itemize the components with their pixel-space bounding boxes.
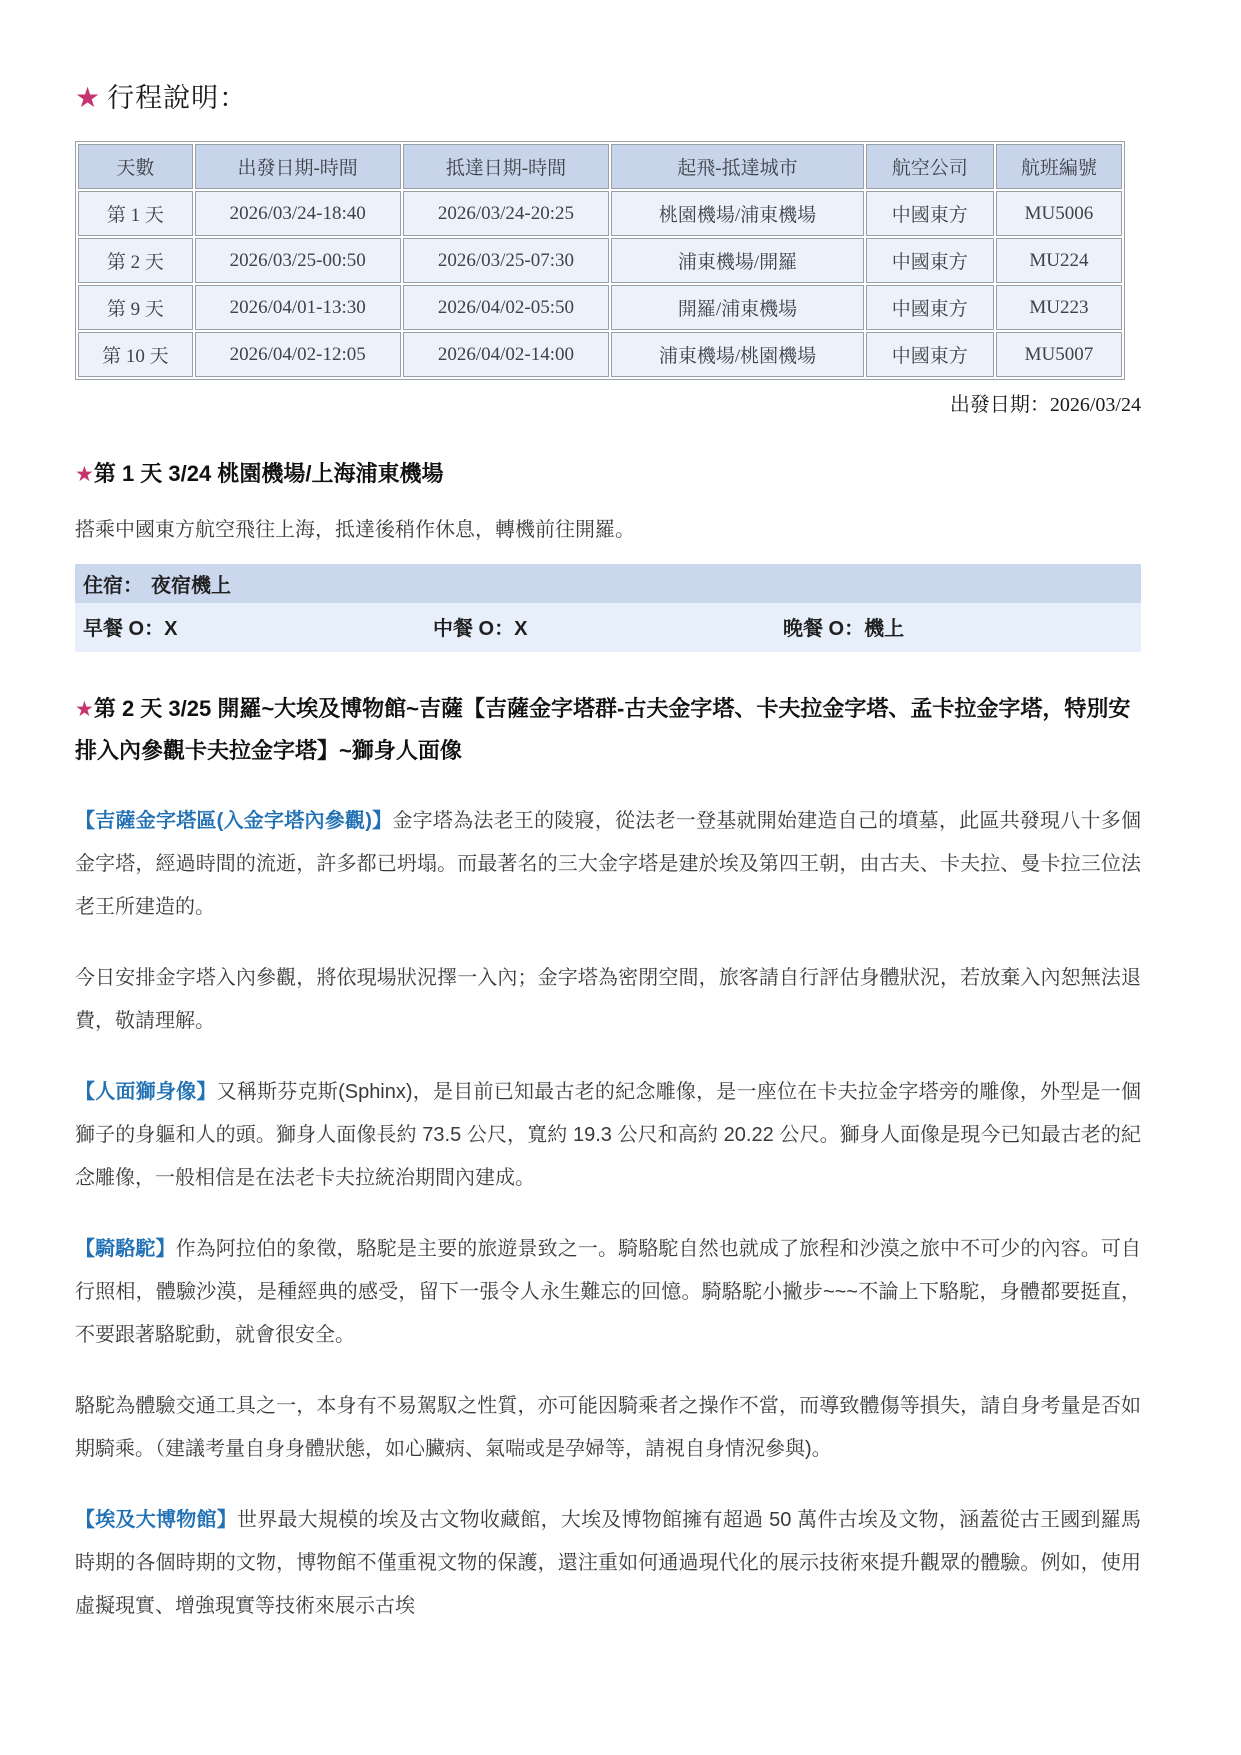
- page-title: [75, 76, 1141, 115]
- cell-cities: 浦東機場/桃園機場: [611, 332, 863, 377]
- flight-table-header-row: [78, 144, 1122, 189]
- star-icon: ★: [75, 82, 102, 113]
- day2-paragraph-camel-disclaimer: [75, 1385, 1141, 1471]
- day1-lodging-bar: [75, 564, 1141, 603]
- day2-section: [75, 688, 1141, 1628]
- paragraph-text: 今日安排金字塔入內參觀，將依現場狀況擇一入內；金字塔為密閉空間，旅客請自行評估身體狀況，若放棄入內恕無法退費，敬請理解。: [75, 966, 1141, 1032]
- paragraph-tag: 【埃及大博物館】: [75, 1508, 237, 1531]
- paragraph-text: 金字塔為法老王的陵寢，從法老一登基就開始建造自己的墳墓，此區共發現八十多個金字塔，經過時間的流逝，許多都已坍塌。而最著名的三大金字塔是建於埃及第四王朝，由古夫、卡夫拉、曼卡拉三位法老王所建造的。: [75, 809, 1141, 918]
- dinner-info: 晚餐 O：機上: [783, 617, 905, 640]
- lunch-info: 中餐 O：X: [433, 617, 528, 640]
- day2-paragraph-camel-riding: [75, 1228, 1141, 1357]
- paragraph-text: 駱駝為體驗交通工具之一，本身有不易駕馭之性質，亦可能因騎乘者之操作不當，而導致體傷等損失，請自身考量是否如期騎乘。（建議考量自身身體狀態，如心臟病、氣喘或是孕婦等，請視自身情況參與)。: [75, 1394, 1141, 1460]
- cell-flight-no: MU5006: [996, 191, 1122, 236]
- cell-arrival: 2026/03/25-07:30: [403, 238, 610, 283]
- cell-arrival: 2026/03/24-20:25: [403, 191, 610, 236]
- cell-flight-no: MU223: [996, 285, 1122, 330]
- cell-departure: 2026/04/01-13:30: [195, 285, 401, 330]
- departure-date-note: 出發日期：2026/03/24: [949, 394, 1141, 416]
- day1-heading: [75, 453, 1141, 495]
- lodging-label: 住宿：: [83, 574, 143, 597]
- cell-day: 第 9 天: [78, 285, 193, 330]
- cell-day: 第 1 天: [78, 191, 193, 236]
- cell-departure: 2026/03/24-18:40: [195, 191, 401, 236]
- cell-airline: 中國東方: [866, 238, 994, 283]
- cell-departure: 2026/03/25-00:50: [195, 238, 401, 283]
- star-icon: ★: [75, 697, 94, 721]
- day1-heading-text: 第 1 天 3/24 桃園機場/上海浦東機場: [93, 461, 444, 486]
- paragraph-tag: 【吉薩金字塔區(入金字塔內參觀)】: [75, 809, 393, 832]
- table-row: [78, 191, 1122, 236]
- day2-paragraph-pyramid-entry-note: [75, 957, 1141, 1043]
- page-title-text: 行程說明：: [107, 83, 248, 113]
- col-header-cities: 起飛-抵達城市: [611, 144, 863, 189]
- col-header-airline: 航空公司: [866, 144, 994, 189]
- cell-airline: 中國東方: [866, 191, 994, 236]
- cell-flight-no: MU5007: [996, 332, 1122, 377]
- col-header-arrival: 抵達日期-時間: [403, 144, 610, 189]
- paragraph-text: 世界最大規模的埃及古文物收藏館，大埃及博物館擁有超過 50 萬件古埃及文物，涵蓋從古王國到羅馬時期的各個時期的文物，博物館不僅重視文物的保護，還注重如何通過現代化的展示技術來提升觀眾的體驗。例如，使用虛擬現實、增強現實等技術來展示古埃: [75, 1508, 1142, 1617]
- cell-day: 第 2 天: [78, 238, 193, 283]
- cell-day: 第 10 天: [78, 332, 193, 377]
- cell-cities: 浦東機場/開羅: [611, 238, 863, 283]
- cell-airline: 中國東方: [866, 285, 994, 330]
- day1-meals-bar: [75, 603, 1141, 652]
- cell-cities: 桃園機場/浦東機場: [611, 191, 863, 236]
- cell-departure: 2026/04/02-12:05: [195, 332, 401, 377]
- cell-airline: 中國東方: [866, 332, 994, 377]
- flight-table: [75, 141, 1125, 380]
- day2-heading-text: 第 2 天 3/25 開羅~大埃及博物館~吉薩【吉薩金字塔群-古夫金字塔、卡夫拉金字塔、孟卡拉金字塔，特別安排入內參觀卡夫拉金字塔】~獅身人面像: [75, 695, 1131, 763]
- paragraph-text: 又稱斯芬克斯(Sphinx)，是目前已知最古老的紀念雕像，是一座位在卡夫拉金字塔旁的雕像，外型是一個獅子的身軀和人的頭。獅身人面像長約 73.5 公尺，寬約 19.3 公尺和高約 20.22 公尺。獅身人面像是現今已知最古老的紀念雕像，一般相信是在法老卡夫拉統治期間內建成。: [75, 1080, 1141, 1189]
- cell-arrival: 2026/04/02-14:00: [403, 332, 610, 377]
- cell-arrival: 2026/04/02-05:50: [403, 285, 610, 330]
- day2-paragraph-giza-pyramids: [75, 800, 1141, 929]
- star-icon: ★: [75, 463, 94, 486]
- day2-heading: [75, 688, 1141, 772]
- table-row: [78, 238, 1122, 283]
- col-header-departure: 出發日期-時間: [195, 144, 401, 189]
- paragraph-tag: 【騎駱駝】: [75, 1237, 176, 1260]
- day2-paragraph-grand-egyptian-museum: [75, 1499, 1141, 1628]
- paragraph-text: 作為阿拉伯的象徵，駱駝是主要的旅遊景致之一。騎駱駝自然也就成了旅程和沙漠之旅中不可少的內容。可自行照相，體驗沙漠，是種經典的感受，留下一張令人永生難忘的回憶。騎駱駝小撇步~~~不論上下駱駝，身體都要挺直，不要跟著駱駝動，就會很安全。: [75, 1237, 1142, 1346]
- lodging-value: 夜宿機上: [151, 574, 231, 597]
- table-row: [78, 332, 1122, 377]
- col-header-flight-no: 航班編號: [996, 144, 1122, 189]
- cell-cities: 開羅/浦東機場: [611, 285, 863, 330]
- table-row: [78, 285, 1122, 330]
- day2-paragraph-sphinx: [75, 1071, 1141, 1200]
- breakfast-info: 早餐 O：X: [83, 617, 178, 640]
- col-header-days: 天數: [78, 144, 193, 189]
- day1-description: 搭乘中國東方航空飛往上海，抵達後稍作休息，轉機前往開羅。: [75, 518, 635, 541]
- paragraph-tag: 【人面獅身像】: [75, 1080, 217, 1103]
- cell-flight-no: MU224: [996, 238, 1122, 283]
